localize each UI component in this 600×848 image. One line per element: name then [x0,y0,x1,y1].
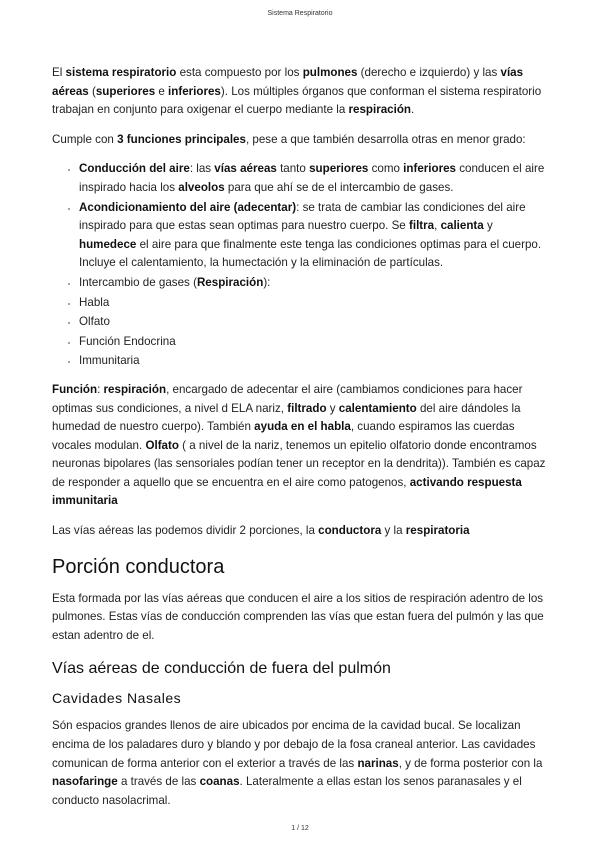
page-number: 1 / 12 [291,825,309,832]
bold-text: sistema respiratorio [65,66,177,79]
text: el aire para que finalmente este tenga las condiciones optimas para el cuerpo. Incluye el calentamiento, la humectación y la eliminación de partículas. [79,237,542,270]
bold-text: alveolos [178,180,225,194]
bold-text: pulmones [302,66,358,79]
text: Són espacios grandes llenos de aire ubicados por encima de la cavidad bucal. Se localizan encima de los paladares duro y blando y por debajo de la fosa craneal anterior. Las cavidades comunican de forma anterior con el exterior a través de las [52,719,536,770]
text: para que ahí se de el intercambio de gases. [224,180,454,194]
bold-text: respiratoria [405,524,470,538]
bold-text: Función [52,382,98,396]
text: y la [381,524,406,538]
intro-paragraph [52,64,548,120]
bold-text: ayuda en el habla [254,420,351,434]
bold-text: conductora [318,524,382,538]
bold-text: activando respuesta immunitaria [52,475,522,508]
text: . [411,103,415,117]
list-item [79,199,548,273]
sub-subsection-heading: Cavidades Nasales [52,690,182,707]
text: y [483,219,493,233]
bold-text: superiores [309,162,369,176]
text: , cuando espiramos las cuerdas vocales modulan. [52,420,515,452]
bold-text: humedece [79,237,137,251]
list-item: • Función Endocrina [79,333,548,352]
list-item: • Immunitaria [79,352,548,371]
bold-text: calienta [440,219,484,233]
bold-text: Olfato [145,438,179,452]
airways-paragraph [52,522,548,541]
text: a través de las [117,775,200,789]
bold-text: 3 funciones principales [117,132,246,146]
bold-text: Conducción del aire [79,162,190,176]
text: y [326,401,339,415]
text: , encargado de adecentar el aire (cambiamos condiciones para hacer optimas sus condiciones, a nivel d ELA nariz, [52,382,523,415]
bold-text: narinas [357,756,399,770]
bold-text: vías aéreas [214,162,277,176]
text: tanto [276,162,310,176]
text: El [52,66,66,79]
text: : se trata de cambiar las condiciones del aire inspirado para que estas sean optimas para nuestro cuerpo. Se [79,200,526,233]
bold-text: coanas [199,775,240,789]
bold-text: filtra [408,219,435,233]
text: , pese a que también desarrolla otras en menor grado: [245,132,526,146]
document-body [52,64,548,821]
functions-paragraph [52,131,548,150]
list-item [79,274,548,293]
text: (derecho e izquierdo) y las [357,66,501,79]
bold-text: inferiores [168,84,221,98]
nasal-cavities-paragraph [52,717,548,810]
list-item: • Habla [79,294,548,313]
text: : las [189,162,215,176]
text: Cumple con [52,132,118,146]
text: esta compuesto por los [176,66,303,79]
subsection-heading: Vías aéreas de conducción de fuera del pulmón [52,660,391,678]
text: ): [263,275,271,289]
bold-text: vías aéreas [52,66,524,98]
list-item [79,160,548,197]
functions-list [52,160,548,371]
page-header: Sistema Respiratorio [267,10,333,17]
text: Las vías aéreas las podemos dividir 2 porciones, la [52,524,319,538]
bold-text: respiración [103,382,167,396]
text: , y de forma posterior con la [398,756,543,770]
bold-text: Respiración [196,275,264,289]
text: como [368,162,404,176]
function-paragraph [52,381,548,511]
section-heading: Porción conductora [52,555,225,578]
bold-text: inferiores [403,162,457,176]
list-item: • Olfato [79,313,548,332]
bold-text: nasofaringe [52,775,118,789]
text: del aire dándoles la humedad de nuestro cuerpo). También [52,401,521,434]
text: : [97,382,104,396]
text: ). Los múltiples órganos que conforman el sistema respiratorio trabajan en conjunto para oxigenar el cuerpo mediante la [52,84,542,117]
text: . Lateralmente a ellas estan los senos paranasales y el conducto nasolacrimal. [52,775,522,807]
text: conducen el aire inspirado hacia los [79,162,545,194]
bold-text: respiración [348,103,411,117]
text: ( a nivel de la nariz, tenemos un epitelio olfatorio donde encontramos neuronas bipolares (las sensoriales podían tener un receptor en la dendrita)). También es capaz de responder a aquello que se encuentra en el aire como patogenos, [52,438,546,489]
text: , [434,219,441,233]
bold-text: Acondicionamiento del aire (adecentar) [79,200,297,214]
text: e [155,84,169,98]
conducting-paragraph: Esta formada por las vías aéreas que conducen el aire a los sitios de respiración adentro de los pulmones. Estas vías de conducción comprenden las vías que estan fuera del pulmón y las que estan adentro de el. [52,591,544,642]
text: Intercambio de gases ( [79,275,197,289]
bold-text: calentamiento [338,401,417,415]
bold-text: filtrado [287,401,327,415]
bold-text: superiores [95,84,156,98]
text: ( [88,84,96,98]
